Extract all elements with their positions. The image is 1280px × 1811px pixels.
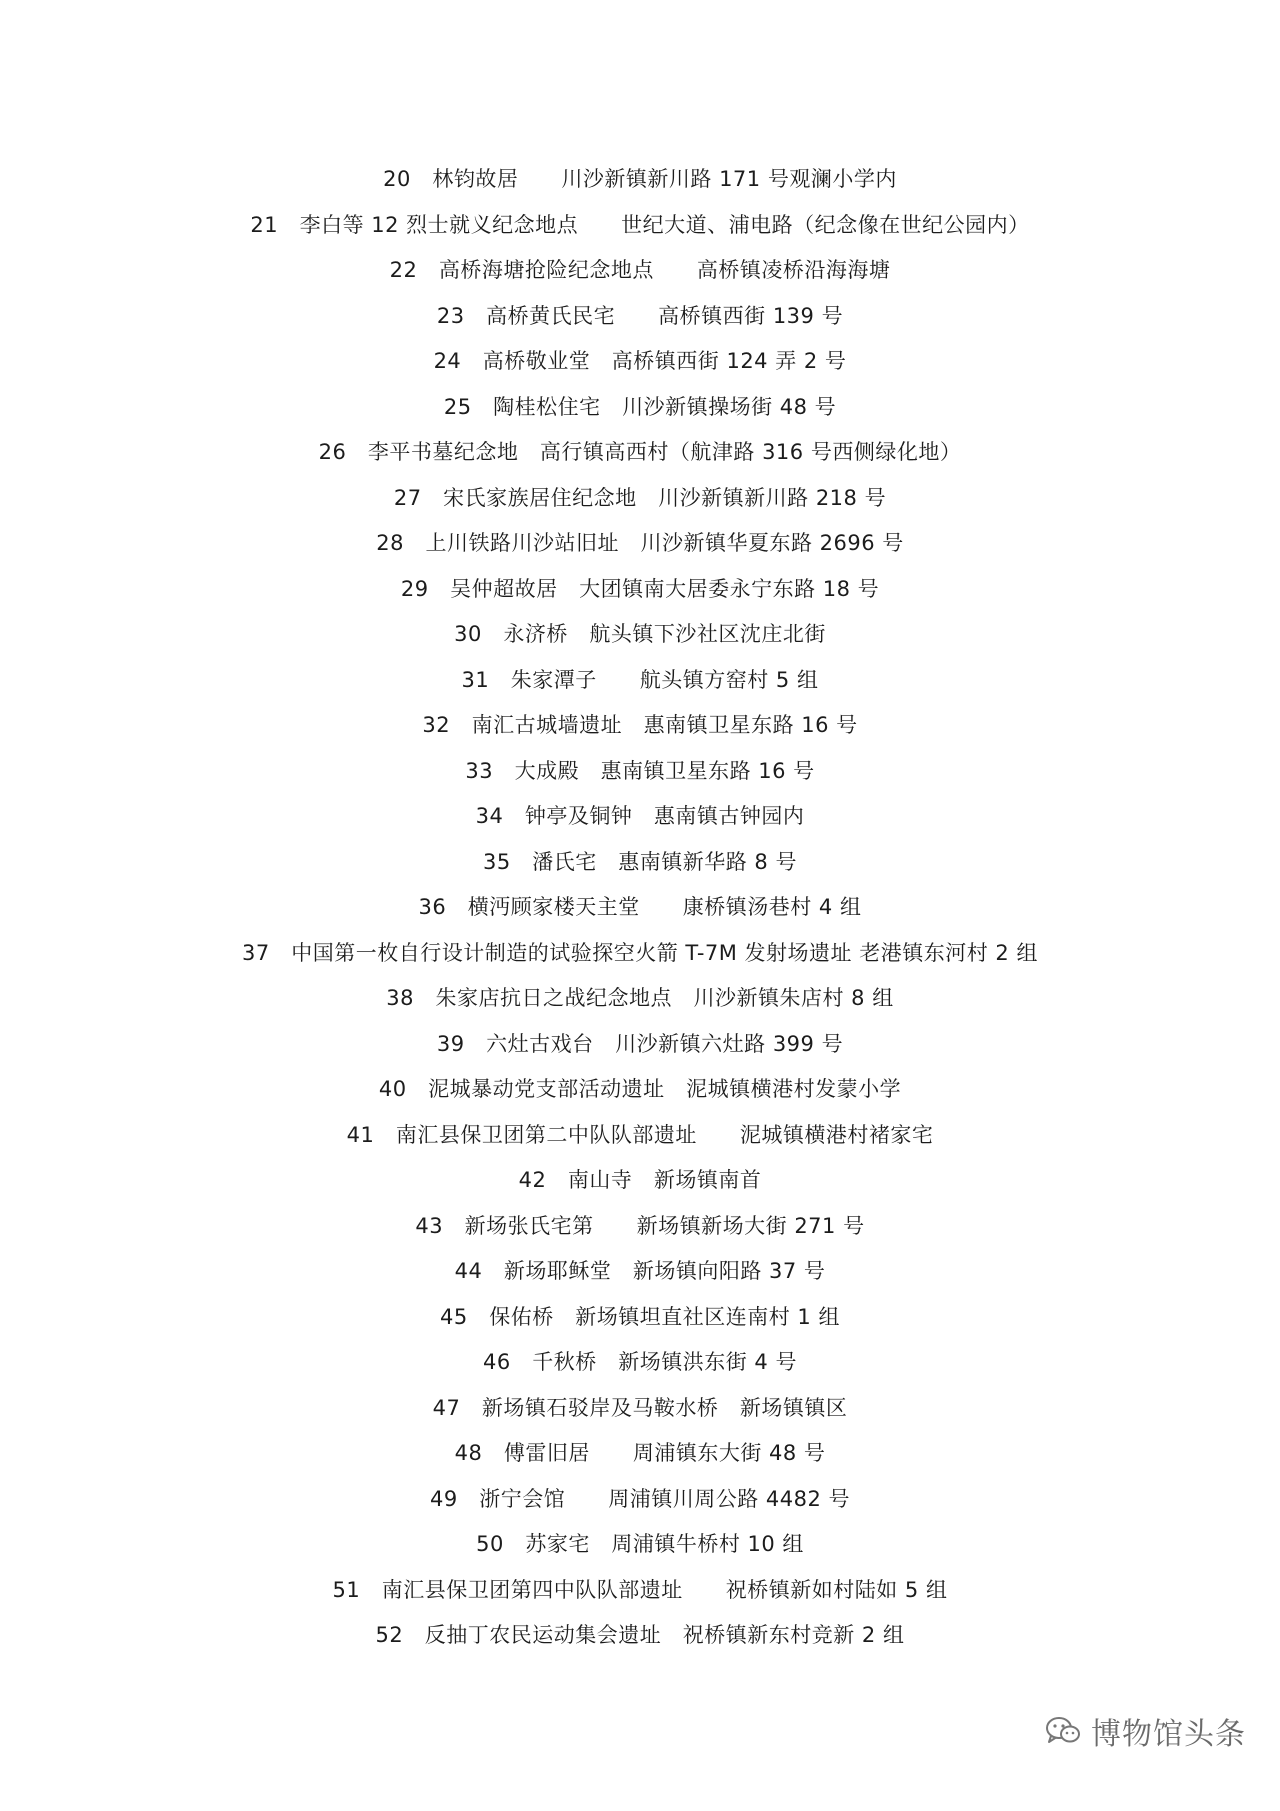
list-item: 30 永济桥 航头镇下沙社区沈庄北街 <box>454 622 826 646</box>
list-item: 46 千秋桥 新场镇洪东街 4 号 <box>483 1350 797 1374</box>
list-item: 47 新场镇石驳岸及马鞍水桥 新场镇镇区 <box>432 1395 848 1420</box>
watermark-text: 博物馆头条 <box>1091 1717 1246 1752</box>
list-item: 43 新场张氏宅第 新场镇新场大街 271 号 <box>415 1213 865 1238</box>
list-item: 49 浙宁会馆 周浦镇川周公路 4482 号 <box>429 1486 850 1511</box>
watermark <box>1045 1709 1246 1753</box>
list-item: 39 六灶古戏台 川沙新镇六灶路 399 号 <box>436 1031 844 1056</box>
list-item: 52 反抽丁农民运动集会遗址 祝桥镇新东村竞新 2 组 <box>375 1623 905 1647</box>
list-item: 48 傅雷旧居 周浦镇东大街 48 号 <box>454 1441 826 1465</box>
wechat-icon <box>1045 1716 1081 1746</box>
list-item: 31 朱家潭子 航头镇方窑村 5 组 <box>461 667 819 692</box>
list-item: 40 泥城暴动党支部活动遗址 泥城镇横港村发蒙小学 <box>378 1077 902 1101</box>
list-item: 21 李白等 12 烈士就义纪念地点 世纪大道、浦电路（纪念像在世纪公园内） <box>250 212 1030 237</box>
list-item: 25 陶桂松住宅 川沙新镇操场街 48 号 <box>443 394 837 419</box>
list-item: 22 高桥海塘抢险纪念地点 高桥镇凌桥沿海海塘 <box>389 258 891 282</box>
list-item: 20 林钧故居 川沙新镇新川路 171 号观澜小学内 <box>383 167 897 191</box>
list-item: 35 潘氏宅 惠南镇新华路 8 号 <box>483 849 797 874</box>
list-item: 29 吴仲超故居 大团镇南大居委永宁东路 18 号 <box>400 576 880 601</box>
list-item: 44 新场耶稣堂 新场镇向阳路 37 号 <box>454 1259 826 1283</box>
list-item: 27 宋氏家族居住纪念地 川沙新镇新川路 218 号 <box>393 485 887 510</box>
list-item: 23 高桥黄氏民宅 高桥镇西街 139 号 <box>436 303 844 328</box>
list-item: 34 钟亭及铜钟 惠南镇古钟园内 <box>475 804 805 828</box>
list-item: 41 南汇县保卫团第二中队队部遗址 泥城镇横港村褚家宅 <box>346 1122 934 1147</box>
list-item: 45 保佑桥 新场镇坦直社区连南村 1 组 <box>440 1304 840 1329</box>
list-item: 32 南汇古城墙遗址 惠南镇卫星东路 16 号 <box>422 713 858 737</box>
list-item: 33 大成殿 惠南镇卫星东路 16 号 <box>465 758 815 783</box>
site-list <box>0 157 1280 1659</box>
list-item: 37 中国第一枚自行设计制造的试验探空火箭 T-7M 发射场遗址 老港镇东河村 2 组 <box>242 940 1038 965</box>
list-item: 36 横沔顾家楼天主堂 康桥镇汤巷村 4 组 <box>418 895 862 919</box>
list-item: 24 高桥敬业堂 高桥镇西街 124 弄 2 号 <box>433 349 847 373</box>
list-item: 50 苏家宅 周浦镇牛桥村 10 组 <box>476 1532 804 1556</box>
list-item: 28 上川铁路川沙站旧址 川沙新镇华夏东路 2696 号 <box>376 531 904 555</box>
list-item: 51 南汇县保卫团第四中队队部遗址 祝桥镇新如村陆如 5 组 <box>332 1577 948 1602</box>
list-item: 26 李平书墓纪念地 高行镇高西村（航津路 316 号西侧绿化地） <box>318 440 962 464</box>
list-item: 38 朱家店抗日之战纪念地点 川沙新镇朱店村 8 组 <box>386 986 894 1010</box>
list-item: 42 南山寺 新场镇南首 <box>518 1168 762 1192</box>
